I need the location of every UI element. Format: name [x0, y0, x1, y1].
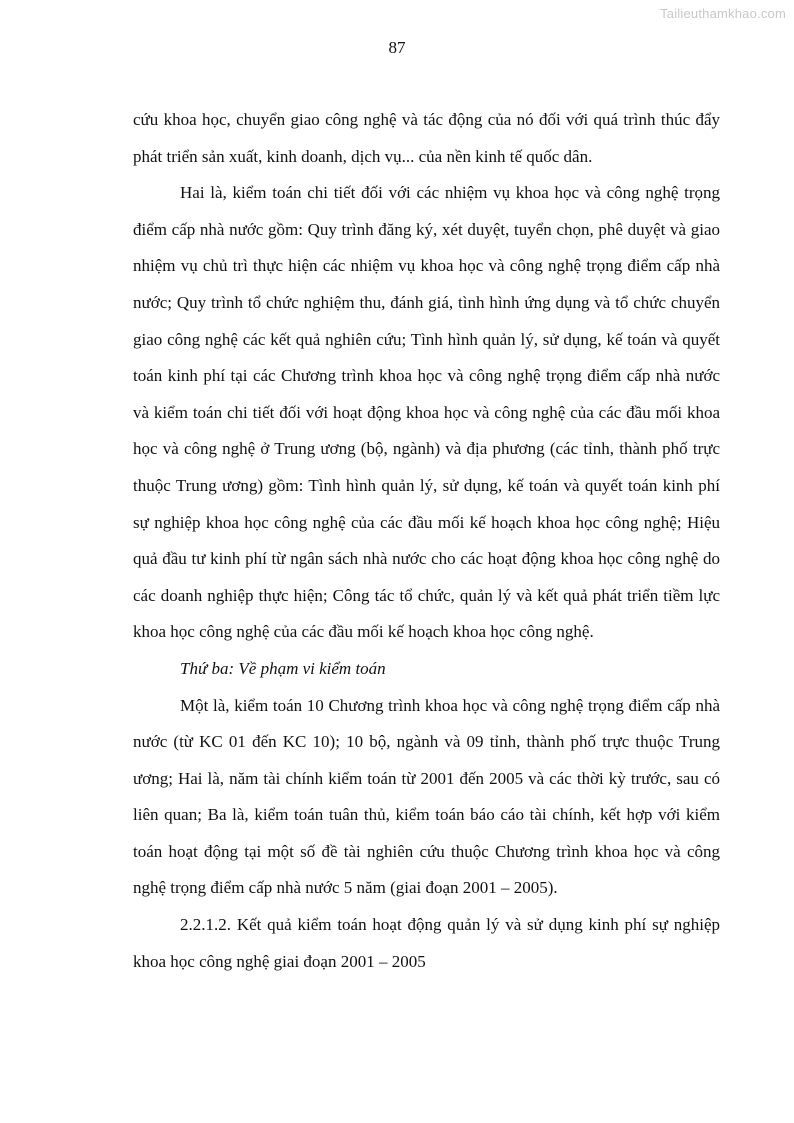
paragraph-mot-la: Một là, kiểm toán 10 Chương trình khoa học và công nghệ trọng điểm cấp nhà nước (từ KC 01 đến KC 10); 10 bộ, ngành và 09 tỉnh, thành phố trực thuộc Trung ương; Hai là, năm tài chính kiểm toán từ 2001 đến 2005 và các thời kỳ trước, sau có liên quan; Ba là, kiểm toán tuân thủ, kiểm toán báo cáo tài chính, kết hợp với kiểm toán hoạt động tại một số đề tài nghiên cứu thuộc Chương trình khoa học và công nghệ trọng điểm cấp nhà nước 5 năm (giai đoạn 2001 – 2005). — [133, 695, 720, 898]
document-body — [133, 102, 720, 980]
subsection-heading-2-2-1-2: 2.2.1.2. Kết quả kiểm toán hoạt động quản lý và sử dụng kinh phí sự nghiệp khoa học công nghệ giai đoạn 2001 – 2005 — [133, 915, 720, 971]
paragraph-hai-la: Hai là, kiểm toán chi tiết đối với các nhiệm vụ khoa học và công nghệ trọng điểm cấp nhà nước gồm: Quy trình đăng ký, xét duyệt, tuyển chọn, phê duyệt và giao nhiệm vụ chủ trì thực hiện các nhiệm vụ khoa học và công nghệ trọng điểm cấp nhà nước; Quy trình tổ chức nghiệm thu, đánh giá, tình hình ứng dụng và tổ chức chuyển giao công nghệ các kết quả nghiên cứu; Tình hình quản lý, sử dụng, kế toán và quyết toán kinh phí tại các Chương trình khoa học và công nghệ trọng điểm cấp nhà nước và kiểm toán chi tiết đối với hoạt động khoa học và công nghệ của các đầu mối khoa học và công nghệ ở Trung ương (bộ, ngành) và địa phương (các tỉnh, thành phố trực thuộc Trung ương) gồm: Tình hình quản lý, sử dụng, kế toán và quyết toán kinh phí sự nghiệp khoa học công nghệ của các đầu mối kế hoạch khoa học công nghệ; Hiệu quả đầu tư kinh phí từ ngân sách nhà nước cho các hoạt động khoa học công nghệ do các doanh nghiệp thực hiện; Công tác tổ chức, quản lý và kết quả phát triển tiềm lực khoa học công nghệ của các đầu mối kế hoạch khoa học công nghệ. — [133, 183, 720, 642]
section-heading-scope: Thứ ba: Về phạm vi kiểm toán — [180, 658, 386, 678]
paragraph-continuation: cứu khoa học, chuyển giao công nghệ và tác động của nó đối với quá trình thúc đẩy phát triển sản xuất, kinh doanh, dịch vụ... của nền kinh tế quốc dân. — [133, 110, 720, 166]
watermark-text: Tailieuthamkhao.com — [660, 6, 786, 21]
page-number: 87 — [388, 38, 406, 57]
